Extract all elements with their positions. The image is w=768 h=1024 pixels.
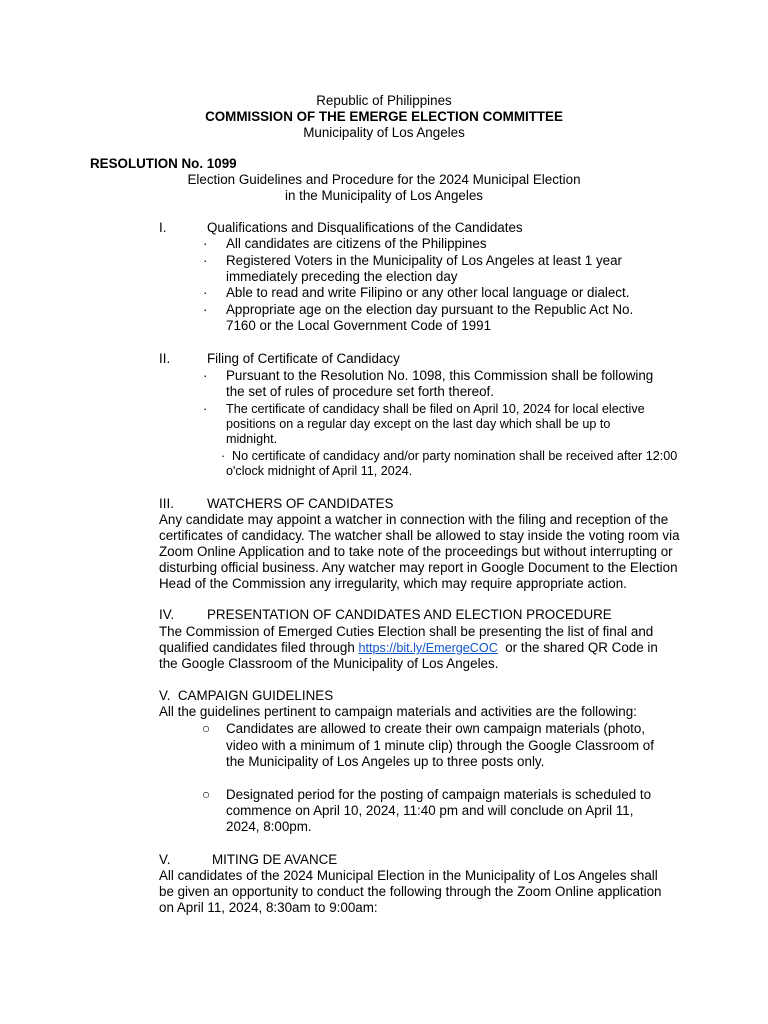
section3-line: disturbing official business. Any watcher may report in Google Document to the Election <box>159 560 678 575</box>
section4-line-prefix: qualified candidates filed through <box>159 640 359 655</box>
section1-item-continued: 7160 or the Local Government Code of 1991 <box>226 318 492 333</box>
header-republic: Republic of Philippines <box>316 93 452 108</box>
circle-bullet-icon: ○ <box>202 787 211 802</box>
section5-item-continued: the Municipality of Los Angeles up to three posts only. <box>226 754 545 769</box>
section3-numeral: III. <box>159 496 174 511</box>
section2-item: No certificate of candidacy and/or party nomination shall be received after 12:00 <box>232 449 678 463</box>
coc-link[interactable]: https://bit.ly/EmergeCOC <box>358 641 498 655</box>
section5-item: Designated period for the posting of campaign materials is scheduled to <box>226 787 652 802</box>
section2-item-continued: midnight. <box>226 432 278 446</box>
section4-line: the Google Classroom of the Municipality of Los Angeles. <box>159 656 499 671</box>
section6-line: be given an opportunity to conduct the following through the Zoom Online application <box>159 884 662 899</box>
section1-item: Registered Voters in the Municipality of Los Angeles at least 1 year <box>226 253 622 268</box>
section3-line: Any candidate may appoint a watcher in connection with the filing and reception of the <box>159 512 669 527</box>
circle-bullet-icon: ○ <box>202 721 211 736</box>
section6-title: MITING DE AVANCE <box>212 852 338 867</box>
section5-item: Candidates are allowed to create their own campaign materials (photo, <box>226 721 646 736</box>
section2-item-continued: the set of rules of procedure set forth thereof. <box>226 384 494 399</box>
resolution-number: RESOLUTION No. 1099 <box>90 156 237 171</box>
section1-item-continued: immediately preceding the election day <box>226 269 458 284</box>
section5-item-continued: commence on April 10, 2024, 11:40 pm and will conclude on April 11, <box>226 803 634 818</box>
section3-line: Head of the Commission any irregularity, which may require appropriate action. <box>159 576 627 591</box>
section3-line: Zoom Online Application and to take note of the proceedings but without interrupting or <box>159 544 673 559</box>
section2-item-continued: positions on a regular day except on the last day which shall be up to <box>226 417 611 431</box>
section5-item-continued: video with a minimum of 1 minute clip) through the Google Classroom of <box>226 738 654 753</box>
section2-item-continued: o'clock midnight of April 11, 2024. <box>226 464 413 478</box>
section5-heading: V. CAMPAIGN GUIDELINES <box>159 688 334 703</box>
section4-numeral: IV. <box>159 607 175 622</box>
section5-item-continued: 2024, 8:00pm. <box>226 819 312 834</box>
header-municipality: Municipality of Los Angeles <box>303 125 465 140</box>
section4-title: PRESENTATION OF CANDIDATES AND ELECTION PROCEDURE <box>207 607 612 622</box>
section2-title: Filing of Certificate of Candidacy <box>207 351 400 366</box>
bullet-icon: · <box>221 449 226 463</box>
section4-line: The Commission of Emerged Cuties Election shall be presenting the list of final and <box>159 624 654 639</box>
section1-item: Able to read and write Filipino or any other local language or dialect. <box>226 285 630 300</box>
resolution-title-line1: Election Guidelines and Procedure for the 2024 Municipal Election <box>187 172 581 187</box>
section4-line-with-link <box>159 640 680 657</box>
header-commission: COMMISSION OF THE EMERGE ELECTION COMMITTEE <box>205 109 563 124</box>
bullet-icon: · <box>203 236 208 251</box>
section3-title: WATCHERS OF CANDIDATES <box>207 496 394 511</box>
section6-numeral: V. <box>159 852 171 867</box>
section3-line: certificates of candidacy. The watcher shall be allowed to stay inside the voting room via <box>159 528 680 543</box>
section2-numeral: II. <box>159 351 171 366</box>
bullet-icon: · <box>203 402 208 416</box>
bullet-icon: · <box>203 368 208 383</box>
resolution-title-line2: in the Municipality of Los Angeles <box>284 188 483 203</box>
bullet-icon: · <box>203 253 208 268</box>
section1-title: Qualifications and Disqualifications of the Candidates <box>207 220 523 235</box>
section1-numeral: I. <box>159 220 167 235</box>
section6-line: on April 11, 2024, 8:30am to 9:00am: <box>159 900 378 915</box>
section1-item: All candidates are citizens of the Philippines <box>226 236 487 251</box>
section2-item: Pursuant to the Resolution No. 1098, this Commission shall be following <box>226 368 654 383</box>
section1-item: Appropriate age on the election day pursuant to the Republic Act No. <box>226 302 634 317</box>
bullet-icon: · <box>203 285 208 300</box>
section4-line-suffix: or the shared QR Code in <box>497 640 658 655</box>
section5-intro: All the guidelines pertinent to campaign materials and activities are the following: <box>159 704 637 719</box>
section6-line: All candidates of the 2024 Municipal Election in the Municipality of Los Angeles shall <box>159 868 658 883</box>
bullet-icon: · <box>203 302 208 317</box>
section2-item: The certificate of candidacy shall be filed on April 10, 2024 for local elective <box>226 402 645 416</box>
